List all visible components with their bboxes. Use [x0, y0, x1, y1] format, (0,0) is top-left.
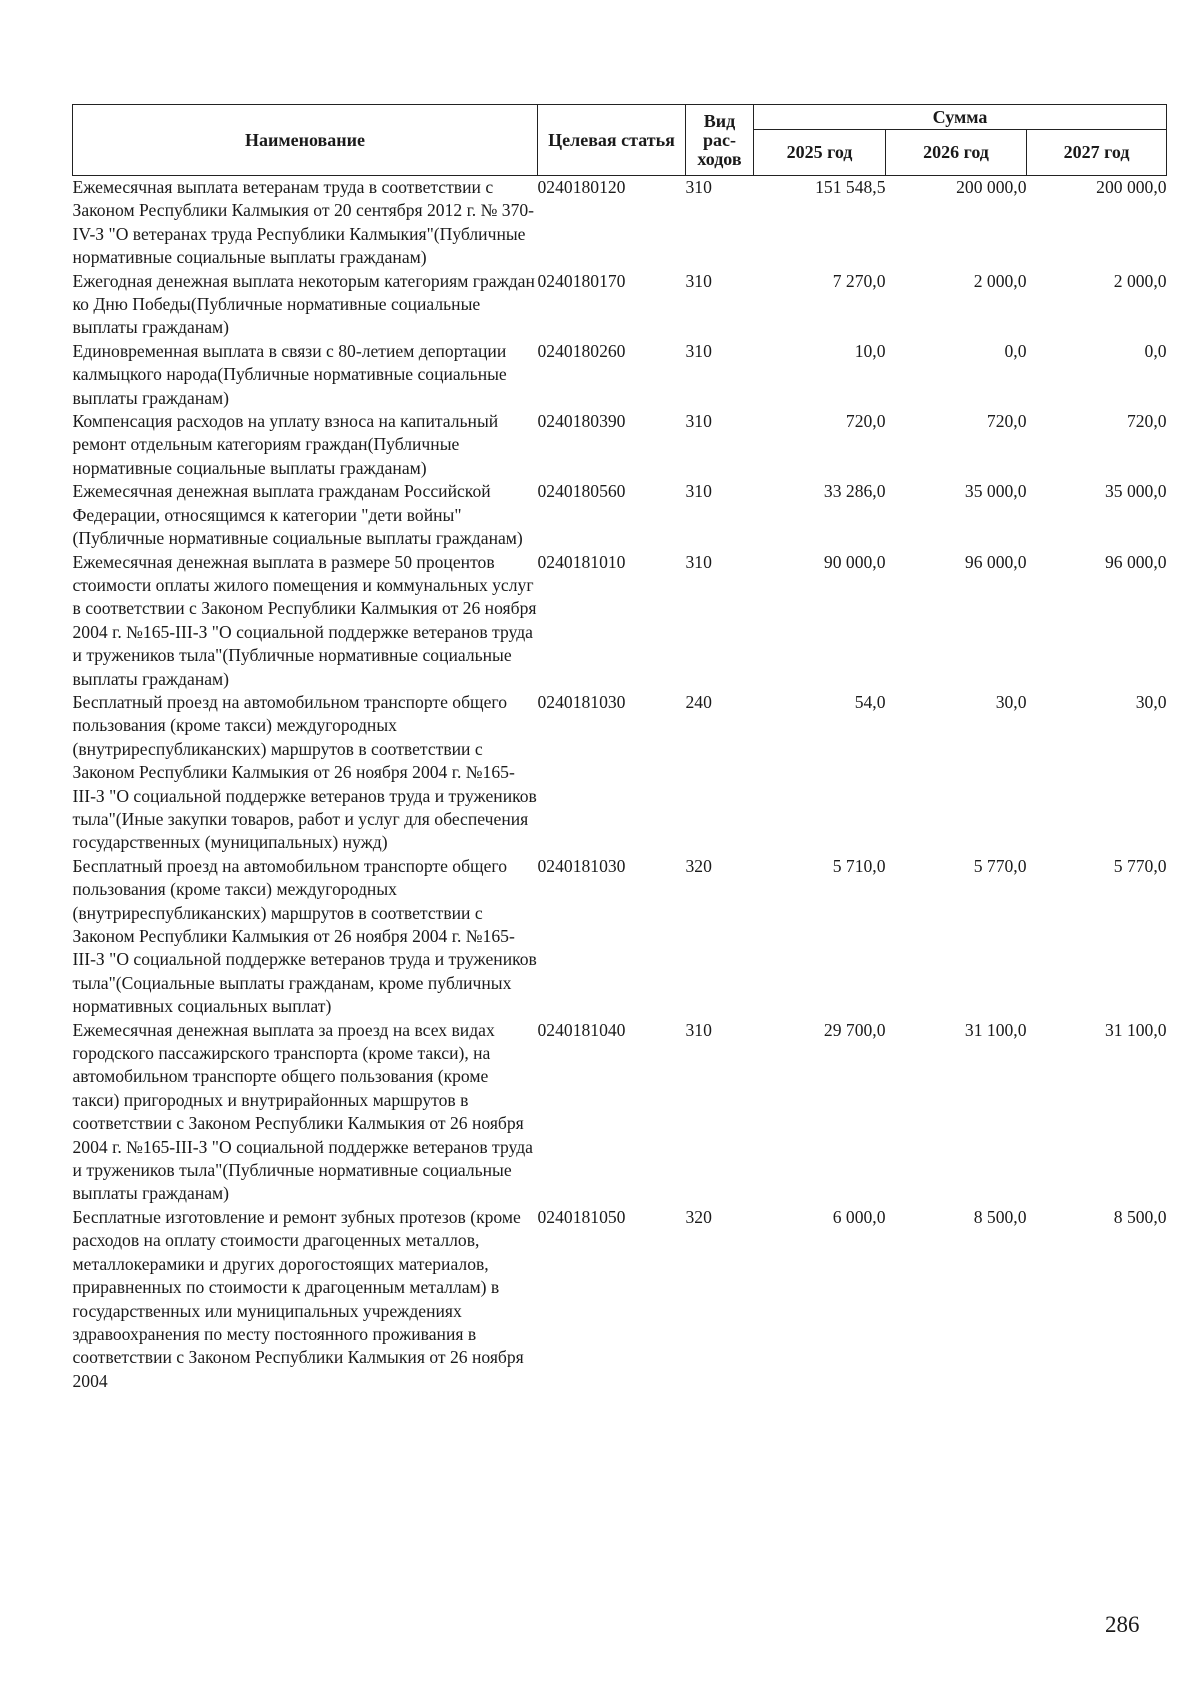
table-row	[73, 340, 1167, 410]
table-row	[73, 691, 1167, 855]
row-target-code: 0240180390	[537, 411, 626, 432]
row-sum-2027: 35 000,0	[1104, 481, 1167, 502]
budget-table	[72, 104, 1167, 1393]
row-sum-2025: 720,0	[845, 411, 886, 432]
header-year-2025: 2025 год	[754, 130, 886, 176]
header-year-2026: 2026 год	[886, 130, 1027, 176]
table-row	[73, 410, 1167, 480]
row-sum-2025: 90 000,0	[823, 551, 886, 572]
row-sum-2026: 30,0	[995, 691, 1027, 712]
row-expense-type: 310	[685, 340, 712, 361]
row-expense-type: 310	[685, 551, 712, 572]
table-row	[73, 551, 1167, 691]
table-row	[73, 1206, 1167, 1393]
row-sum-2027: 5 770,0	[1113, 855, 1167, 876]
row-sum-2026: 31 100,0	[964, 1019, 1027, 1040]
row-target-code: 0240180260	[537, 340, 626, 361]
row-target-code: 0240180120	[537, 177, 626, 197]
row-sum-2026: 8 500,0	[973, 1206, 1027, 1227]
row-expense-type: 240	[685, 691, 712, 712]
table-row	[73, 176, 1167, 270]
row-expense-type: 310	[685, 1019, 712, 1040]
table-row	[73, 1019, 1167, 1206]
header-code: Целевая статья	[538, 105, 686, 176]
row-name: Ежемесячная денежная выплата гражданам Российской Федерации, относящимся к категории "дети войны"(Публичные нормативные социальные выплаты гражданам)	[72, 481, 523, 549]
row-sum-2025: 6 000,0	[832, 1206, 886, 1227]
row-name: Бесплатный проезд на автомобильном транспорте общего пользования (кроме такси) междугородных (внутриреспубликанских) маршрутов в соответствии с Законом Республики Калмыкия от 26 ноября 2004 г. №165-III-З "О социальной поддержке ветеранов труда и тружеников тыла"(Социальные выплаты гражданам, кроме публичных нормативных социальных выплат)	[72, 855, 537, 1017]
row-expense-type: 310	[685, 177, 712, 197]
row-target-code: 0240181050	[537, 1206, 626, 1227]
row-sum-2027: 720,0	[1126, 411, 1167, 432]
table-row	[73, 855, 1167, 1019]
row-target-code: 0240180170	[537, 270, 626, 291]
row-sum-2026: 2 000,0	[973, 270, 1027, 291]
row-name: Ежемесячная денежная выплата в размере 50 процентов стоимости оплаты жилого помещения и коммунальных услуг в соответствии с Законом Республики Калмыкия от 26 ноября 2004 г. №165-III-З "О социальной поддержке ветеранов труда и тружеников тыла"(Публичные нормативные социальные выплаты гражданам)	[72, 551, 537, 689]
row-sum-2025: 151 548,5	[815, 177, 886, 197]
row-sum-2027: 200 000,0	[1096, 177, 1167, 197]
header-name: Наименование	[73, 105, 538, 176]
row-sum-2025: 7 270,0	[832, 270, 886, 291]
row-sum-2025: 54,0	[854, 691, 886, 712]
row-sum-2027: 31 100,0	[1104, 1019, 1167, 1040]
row-sum-2027: 0,0	[1144, 340, 1167, 361]
page-number: 286	[1105, 1612, 1140, 1637]
header-sum: Сумма	[754, 105, 1167, 130]
row-sum-2026: 96 000,0	[964, 551, 1027, 572]
row-expense-type: 310	[685, 411, 712, 432]
row-expense-type: 310	[685, 481, 712, 502]
row-sum-2027: 96 000,0	[1104, 551, 1167, 572]
row-expense-type: 310	[685, 270, 712, 291]
row-expense-type: 320	[685, 1206, 712, 1227]
row-target-code: 0240181030	[537, 855, 626, 876]
row-name: Ежемесячная выплата ветеранам труда в соответствии с Законом Республики Калмыкия от 20 сентября 2012 г. № 370-IV-З "О ветеранах труда Республики Калмыкия"(Публичные нормативные социальные выплаты гражданам)	[72, 177, 535, 268]
row-name: Бесплатные изготовление и ремонт зубных протезов (кроме расходов на оплату стоимости драгоценных металлов, металлокерамики и других дорогостоящих материалов, приравненных по стоимости к драгоценным металлам) в государственных или муниципальных учреждениях здравоохранения по месту постоянного проживания в соответствии с Законом Республики Калмыкия от 26 ноября 2004	[72, 1206, 524, 1391]
row-sum-2026: 0,0	[1004, 340, 1027, 361]
row-sum-2027: 8 500,0	[1113, 1206, 1167, 1227]
row-name: Ежемесячная денежная выплата за проезд на всех видах городского пассажирского транспорта (кроме такси), на автомобильном транспорте общего пользования (кроме такси) пригородных и внутрирайонных маршрутов в соответствии с Законом Республики Калмыкия от 26 ноября 2004 г. №165-III-З "О социальной поддержке ветеранов труда и тружеников тыла"(Публичные нормативные социальные выплаты гражданам)	[72, 1019, 533, 1204]
row-sum-2027: 2 000,0	[1113, 270, 1167, 291]
row-sum-2026: 5 770,0	[973, 855, 1027, 876]
row-sum-2025: 33 286,0	[823, 481, 886, 502]
table-row	[73, 480, 1167, 550]
row-sum-2027: 30,0	[1135, 691, 1167, 712]
header-type: Вид рас-ходов	[686, 105, 754, 176]
row-name: Бесплатный проезд на автомобильном транспорте общего пользования (кроме такси) междугородных (внутриреспубликанских) маршрутов в соответствии с Законом Республики Калмыкия от 26 ноября 2004 г. №165-III-З "О социальной поддержке ветеранов труда и тружеников тыла"(Иные закупки товаров, работ и услуг для обеспечения государственных (муниципальных) нужд)	[72, 691, 537, 853]
row-sum-2026: 35 000,0	[964, 481, 1027, 502]
row-expense-type: 320	[685, 855, 712, 876]
row-name: Ежегодная денежная выплата некоторым категориям граждан ко Дню Победы(Публичные нормативные социальные выплаты гражданам)	[72, 270, 535, 338]
table-body	[73, 176, 1167, 1394]
row-target-code: 0240181040	[537, 1019, 626, 1040]
row-name: Компенсация расходов на уплату взноса на капитальный ремонт отдельным категориям граждан(Публичные нормативные социальные выплаты гражданам)	[72, 411, 499, 478]
row-name: Единовременная выплата в связи с 80-летием депортации калмыцкого народа(Публичные нормативные социальные выплаты гражданам)	[72, 340, 507, 408]
row-sum-2025: 29 700,0	[823, 1019, 886, 1040]
table-row	[73, 270, 1167, 340]
row-target-code: 0240181030	[537, 691, 626, 712]
row-target-code: 0240180560	[537, 481, 626, 502]
row-sum-2026: 200 000,0	[956, 177, 1027, 197]
row-sum-2025: 5 710,0	[832, 855, 886, 876]
row-sum-2025: 10,0	[854, 340, 886, 361]
row-sum-2026: 720,0	[986, 411, 1027, 432]
header-year-2027: 2027 год	[1027, 130, 1167, 176]
row-target-code: 0240181010	[537, 551, 626, 572]
table-header	[73, 105, 1167, 176]
